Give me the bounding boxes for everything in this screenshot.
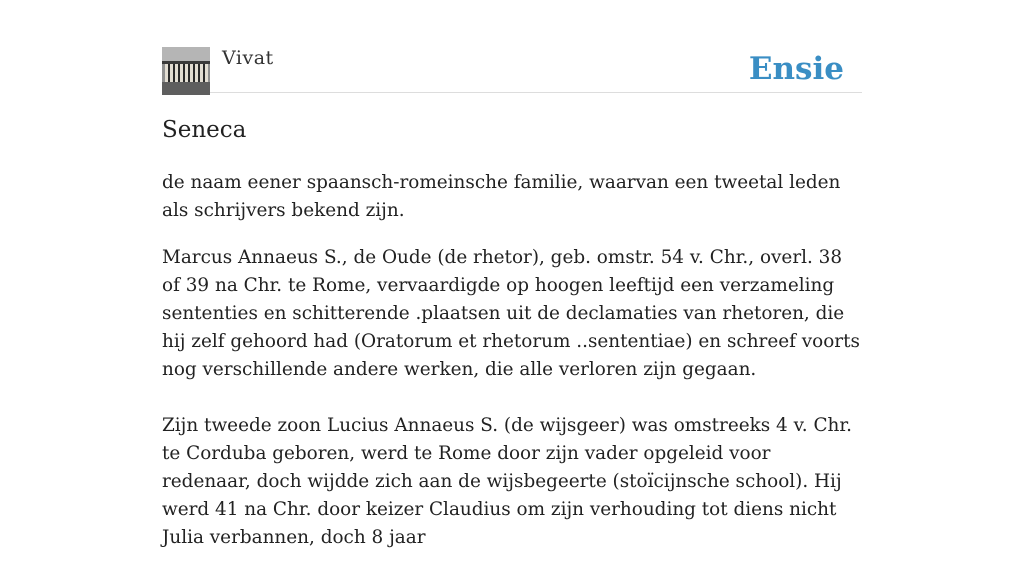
- brand-logo[interactable]: Ensie: [748, 51, 844, 87]
- entry-paragraph-1: de naam eener spaansch-romeinsche familie, waarvan een tweetal leden als schrijvers bekend zijn.: [162, 172, 841, 221]
- books-icon: [162, 47, 210, 95]
- entry-paragraph-2: Marcus Annaeus S., de Oude (de rhetor), geb. omstr. 54 v. Chr., overl. 38 of 39 na Chr. te Rome, vervaardigde op hoogen leeftijd een verzameling sententies en schitterende .plaatsen uit de declamaties van rhetoren, die hij zelf gehoord had (Oratorum et rhetorum ..sententiae) en schreef voorts nog verschillende andere werken, die alle verloren zijn gegaan. Zijn tweede zoon Lucius Annaeus S. (de wijsgeer) was omstreeks 4 v. Chr. te Corduba geboren, werd te Rome door zijn vader opgeleid voor redenaar, doch wijdde zich aan de wijsbegeerte (stoïcijnsche school). Hij werd 41 na Chr. door keizer Claudius om zijn verhouding tot diens nicht Julia verbannen, doch 8 jaar: [162, 247, 860, 548]
- source-avatar[interactable]: [162, 47, 210, 95]
- entry-content: [162, 113, 862, 571]
- header: [162, 46, 862, 93]
- entry-title: Seneca: [162, 117, 247, 143]
- source-name[interactable]: Vivat: [222, 47, 274, 69]
